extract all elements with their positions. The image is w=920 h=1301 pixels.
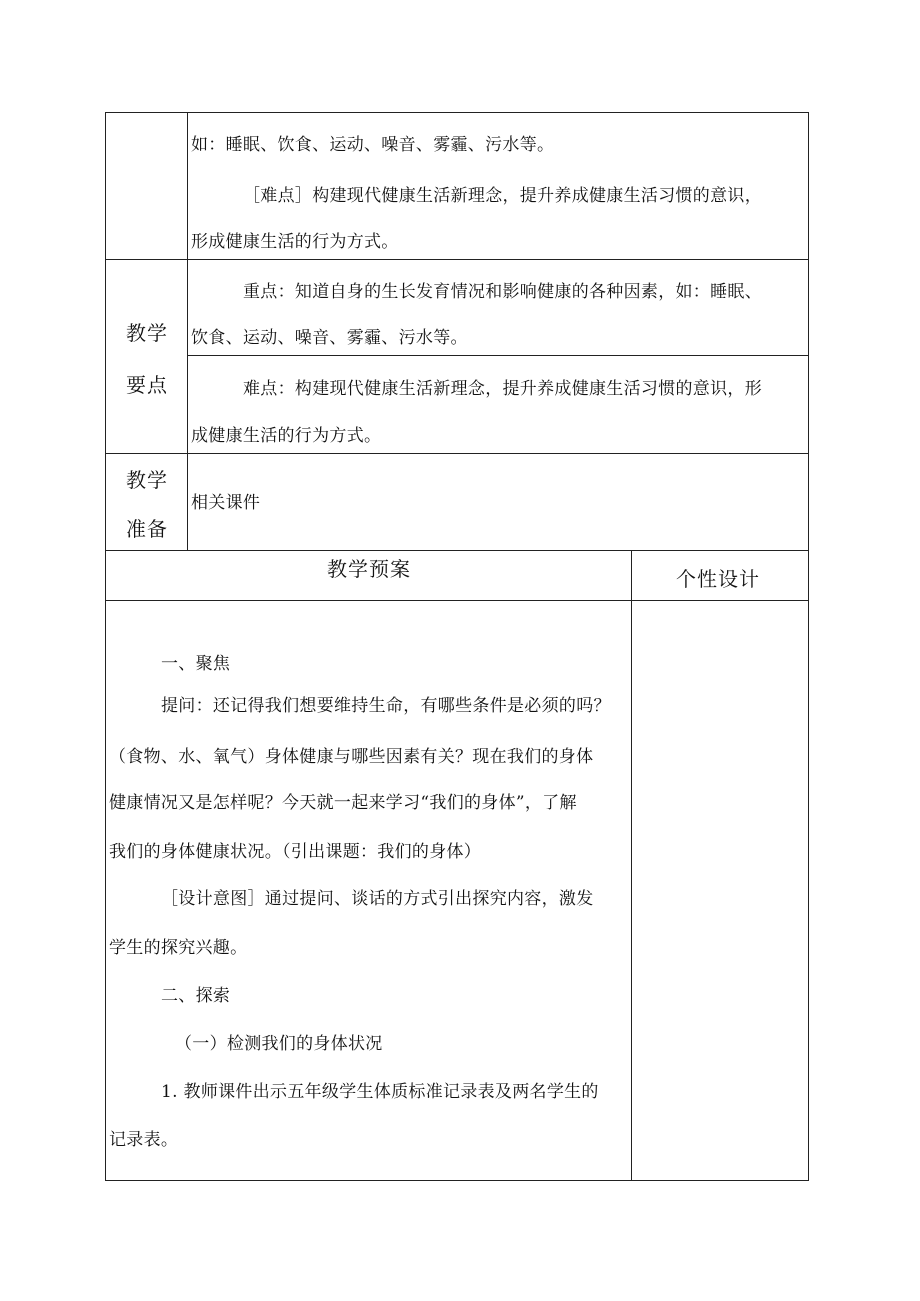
row-divider-1 [105, 259, 809, 260]
design-column-divider [631, 550, 632, 1181]
row-divider-3 [105, 550, 809, 551]
section-2-heading: 二、探索 [161, 986, 231, 1006]
difficulty-line-1: 难点：构建现代健康生活新理念，提升养成健康生活习惯的意识，形 [243, 379, 762, 399]
plan-header-left: 教学预案 [327, 557, 411, 581]
intent-line-1: ［设计意图］通过提问、谈话的方式引出探究内容，激发 [161, 889, 594, 909]
preparation-label-top: 教学 [126, 468, 168, 492]
item-1-line-1: 1. 教师课件出示五年级学生体质标准记录表及两名学生的 [161, 1082, 599, 1102]
top-block-line-3: 形成健康生活的行为方式。 [191, 232, 399, 252]
preparation-value: 相关课件 [191, 493, 261, 513]
row-divider-4 [105, 600, 809, 601]
preparation-label-bottom: 准备 [126, 517, 168, 541]
intent-line-2: 学生的探究兴趣。 [109, 938, 248, 958]
item-1-line-2: 记录表。 [109, 1130, 179, 1150]
label-column-divider [187, 112, 188, 551]
focus-line-2: 饮食、运动、噪音、雾霾、污水等。 [191, 328, 468, 348]
plan-header-right: 个性设计 [676, 567, 760, 591]
question-line-4: 我们的身体健康状况。（引出课题：我们的身体） [109, 842, 482, 862]
keypoints-label-top: 教学 [126, 321, 168, 345]
row-divider-2 [105, 453, 809, 454]
table-bottom-border [105, 1180, 809, 1181]
top-block-line-2: ［难点］构建现代健康生活新理念，提升养成健康生活习惯的意识， [243, 186, 762, 206]
section-1-heading: 一、聚焦 [161, 654, 231, 674]
row-divider-keypoints-inner [187, 355, 809, 356]
table-right-border [808, 112, 809, 1181]
difficulty-line-2: 成健康生活的行为方式。 [191, 426, 382, 446]
top-block-line-1: 如：睡眠、饮食、运动、噪音、雾霾、污水等。 [191, 135, 555, 155]
question-line-2: （食物、水、氧气）身体健康与哪些因素有关？现在我们的身体 [109, 747, 594, 767]
question-line-3: 健康情况又是怎样呢？今天就一起来学习“我们的身体”，了解 [109, 793, 577, 813]
table-top-border [105, 112, 809, 113]
focus-line-1: 重点：知道自身的生长发育情况和影响健康的各种因素，如：睡眠、 [243, 282, 762, 302]
question-line-1: 提问：还记得我们想要维持生命，有哪些条件是必须的吗？ [161, 696, 611, 716]
table-left-border [105, 112, 106, 1181]
subsection-1-heading: （一）检测我们的身体状况 [175, 1034, 383, 1054]
keypoints-label-bottom: 要点 [126, 373, 168, 397]
